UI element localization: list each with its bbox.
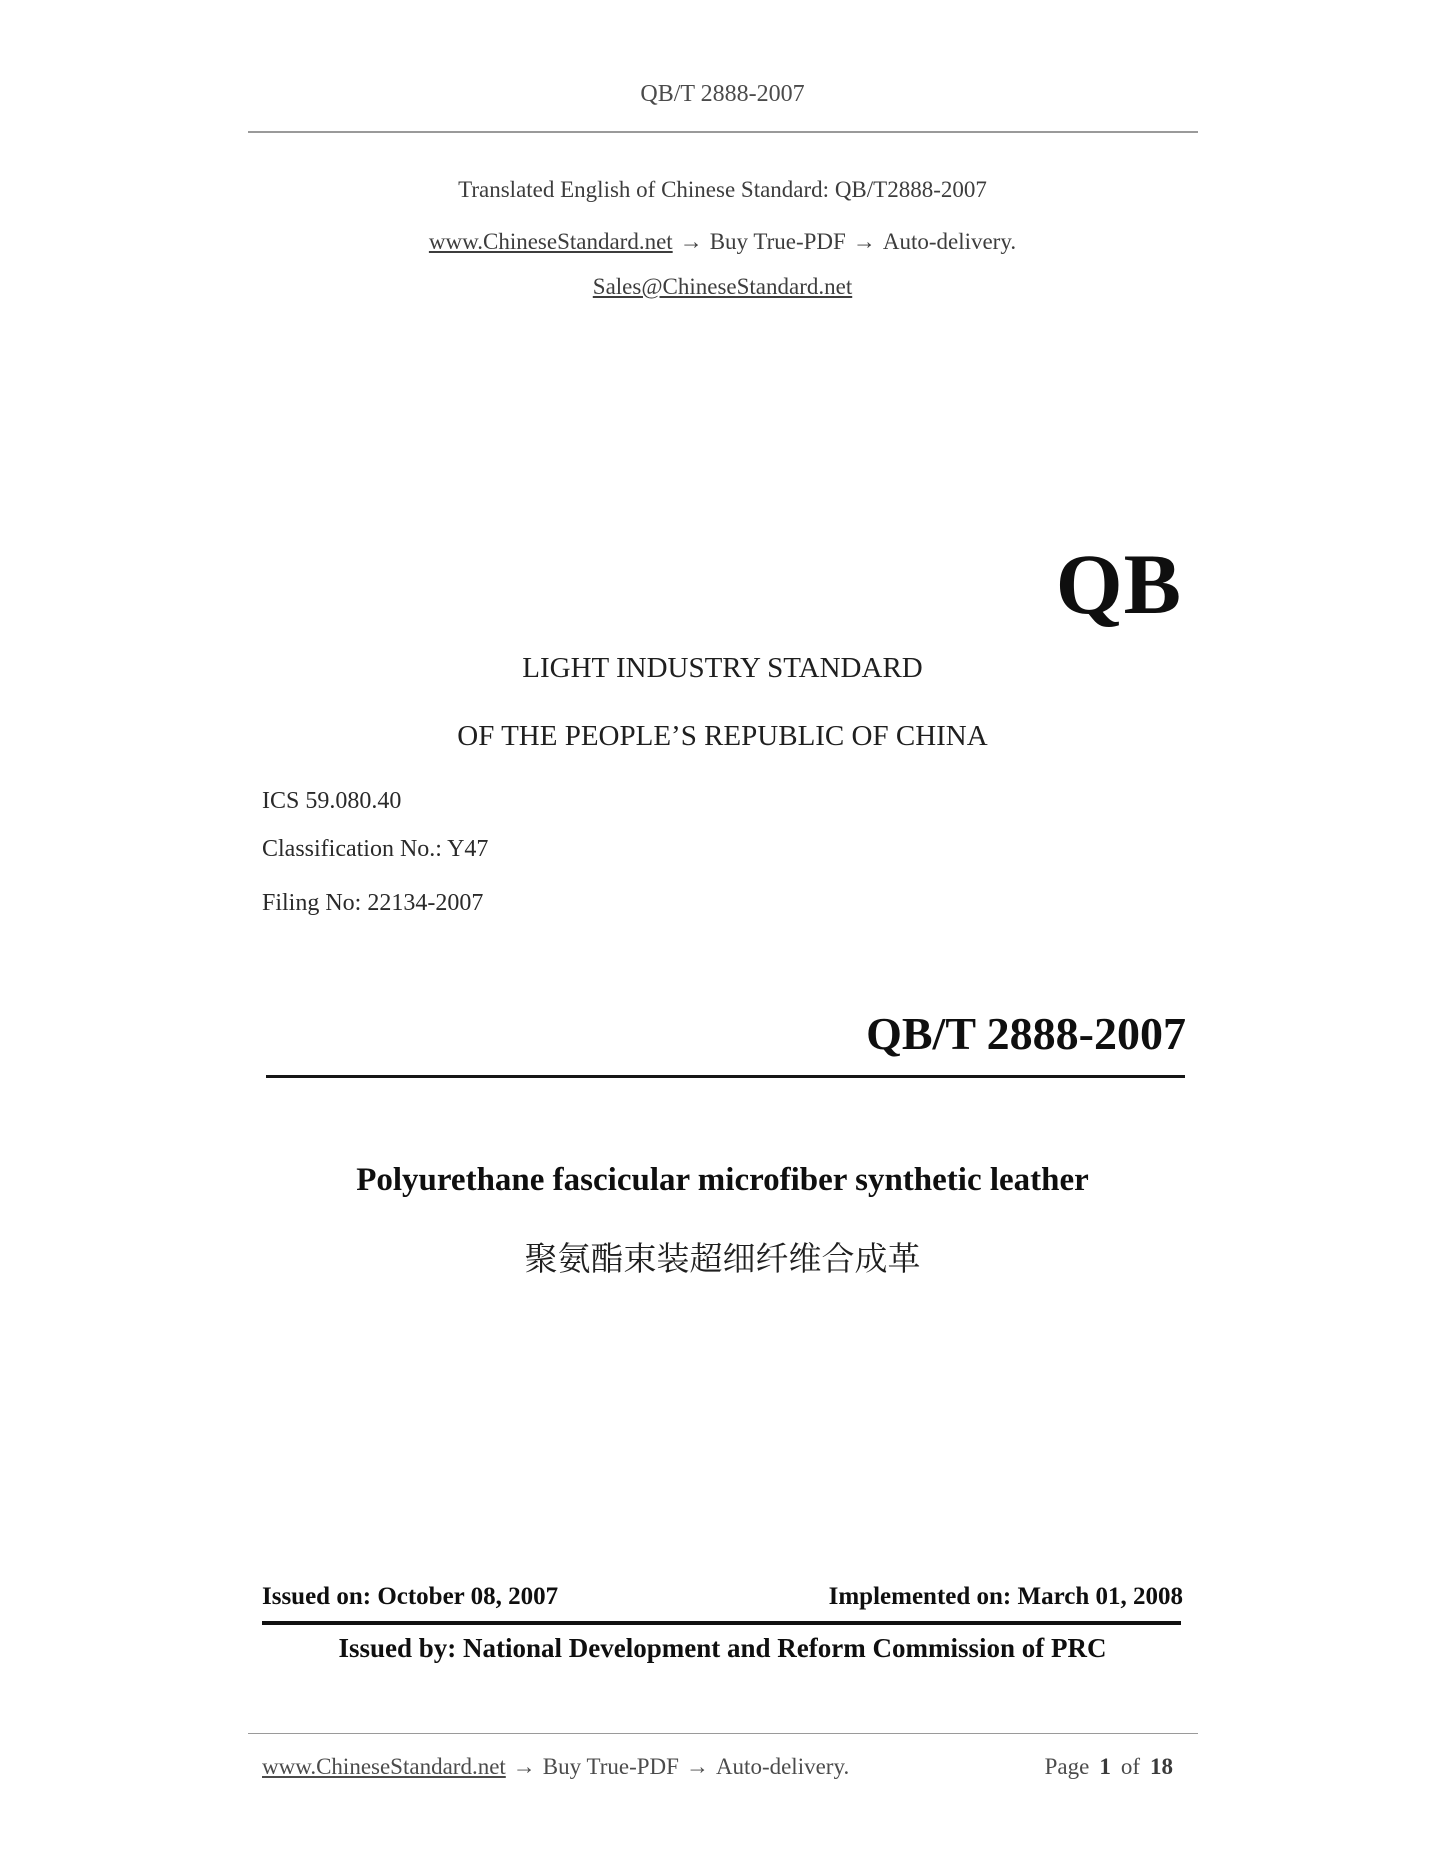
qb-logo: QB: [1055, 536, 1182, 632]
standard-title-chinese: 聚氨酯束装超细纤维合成革: [524, 1242, 921, 1278]
current-page-number: 1: [1099, 1754, 1111, 1779]
arrow-icon: →: [852, 229, 876, 254]
issued-by-line: Issued by: National Development and Reform Commission of PRC: [338, 1633, 1107, 1663]
org-line-1: LIGHT INDUSTRY STANDARD: [522, 652, 923, 684]
issued-on-date: Issued on: October 08, 2007: [262, 1583, 559, 1610]
issuance-dates-row: [262, 1582, 1183, 1612]
buy-true-pdf-label: Buy True-PDF: [709, 229, 846, 254]
buy-true-pdf-label: Buy True-PDF: [542, 1754, 679, 1779]
implemented-on-date: Implemented on: March 01, 2008: [828, 1583, 1183, 1610]
website-link[interactable]: www.ChineseStandard.net: [428, 229, 673, 254]
auto-delivery-label: Auto-delivery.: [882, 229, 1017, 254]
org-line-2: OF THE PEOPLE’S REPUBLIC OF CHINA: [457, 720, 988, 752]
footer-divider-line: [248, 1733, 1198, 1734]
sales-email-link[interactable]: Sales@ChineseStandard.net: [592, 274, 853, 299]
header-divider-line: [248, 131, 1198, 133]
ics-number: ICS 59.080.40: [262, 788, 402, 814]
auto-delivery-label: Auto-delivery.: [715, 1754, 850, 1779]
footer-buy-line: [262, 1753, 849, 1781]
filing-number: Filing No: 22134-2007: [262, 890, 484, 916]
header-buy-line: [0, 228, 1445, 256]
footer: [262, 1753, 1173, 1781]
arrow-icon: →: [679, 229, 703, 254]
translated-standard-line: Translated English of Chinese Standard: QB/T2888-2007: [458, 177, 987, 202]
standard-code-title: QB/T 2888-2007: [866, 1008, 1186, 1059]
issuance-divider-line: [262, 1621, 1181, 1625]
page-indicator: [1045, 1753, 1173, 1781]
sales-email-line: [0, 273, 1445, 301]
title-underline: [266, 1075, 1185, 1078]
standard-title-english: Polyurethane fascicular microfiber synthetic leather: [356, 1162, 1089, 1198]
arrow-icon: →: [512, 1754, 536, 1779]
website-link[interactable]: www.ChineseStandard.net: [262, 1754, 506, 1779]
running-header-doc-code: QB/T 2888-2007: [640, 81, 805, 107]
page-label: Page: [1044, 1754, 1090, 1779]
of-label: of: [1120, 1754, 1140, 1779]
total-page-number: 18: [1150, 1754, 1173, 1779]
arrow-icon: →: [685, 1754, 709, 1779]
classification-number: Classification No.: Y47: [262, 836, 489, 862]
